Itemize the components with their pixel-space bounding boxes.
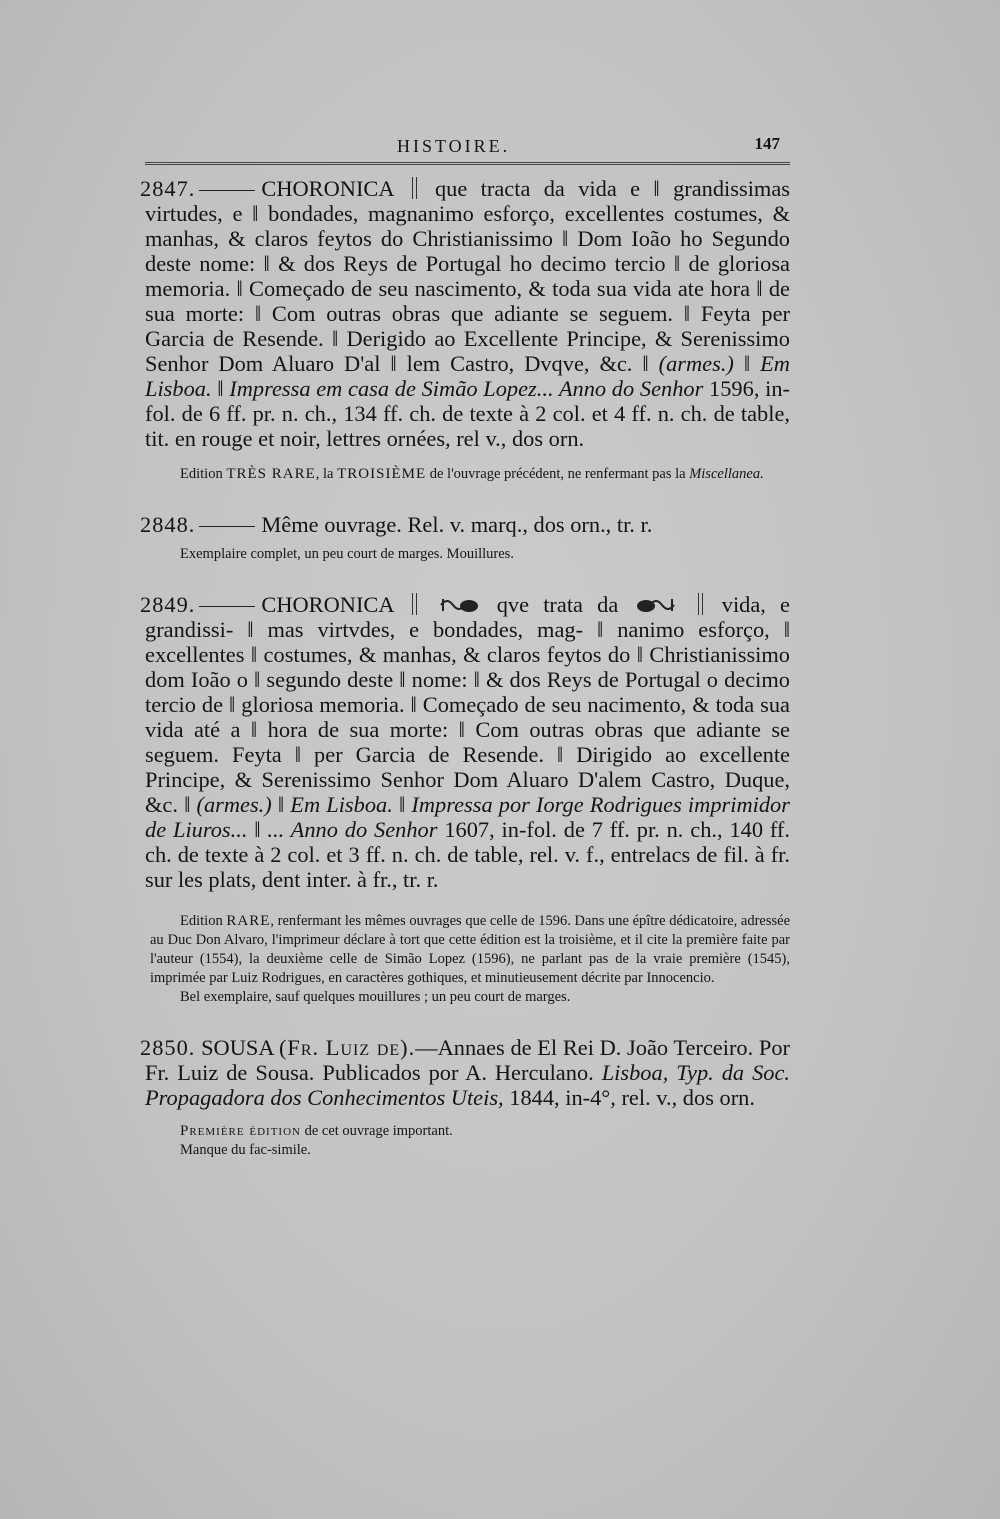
separator: ‖ xyxy=(743,351,751,376)
entry-italic-place: Em Lisboa. xyxy=(145,351,790,401)
entry-italic-armes: (armes.) xyxy=(658,351,734,376)
note-caps: TRÈS RARE xyxy=(226,466,316,482)
page-header xyxy=(145,134,790,165)
line-break-mark xyxy=(412,593,417,615)
entry-number: 2847. xyxy=(140,176,196,201)
note-text: Edition xyxy=(180,466,223,482)
dash-rule xyxy=(199,606,255,607)
entry-italic-imprint: Impressa por Iorge Rodrigues imprimidor de Liuros... ‖ ... Anno do Senhor xyxy=(145,792,790,842)
fleuron-ornament-icon xyxy=(439,595,481,615)
entry-italic-armes: (armes.) xyxy=(196,792,272,817)
entry-text: vida, e grandissi- ‖ mas virtvdes, e bondades, mag- ‖ nanimo esforço, ‖ excellentes ‖ costumes, & manhas, & claros feytos do ‖ Christianissimo dom Ioão o ‖ segundo deste ‖ nome: ‖ & dos Reys de Portugal o decimo tercio de ‖ gloriosa memoria. ‖ Começado de seu nacimento, & toda sua vida até a ‖ hora de sua morte: ‖ Com outras obras que adiante se seguem. Feyta ‖ per Garcia de Resende. ‖ Dirigido ao excellente Principe, & Serenissimo Senhor Dom Aluaro D'alem Castro, Duque, &c. ‖ xyxy=(145,592,790,817)
entry-note-2: Manque du fac-simile. xyxy=(180,1142,311,1158)
entry-number: 2848. xyxy=(140,512,196,537)
entry-description xyxy=(140,1035,791,1110)
note-italic: Miscellanea. xyxy=(689,466,764,482)
line-break-mark xyxy=(698,593,703,615)
note-text: , renfermant les mêmes ouvrages que celle de 1596. Dans une épître dédicatoire, adressée au Duc Don Alvaro, l'imprimeur déclare à tort que cette édition est la troisième, et il cite la première faite par l'auteur (1554), la deuxième celle de Simão Lopez (1596), ne parlant pas de la vraie première (1545), imprimée par Luiz Rodrigues, en caractères gothiques, et minutieusement décrite par Innocencio. xyxy=(150,913,791,986)
entry-title: CHORONICA xyxy=(261,592,394,617)
entry-note xyxy=(145,912,790,988)
note-caps: RARE xyxy=(226,913,271,929)
note-text: , la xyxy=(315,466,334,482)
dash-rule xyxy=(199,526,255,527)
catalog-entry-2849 xyxy=(140,592,791,1007)
note-caps: TROISIÈME xyxy=(337,466,427,482)
separator: ‖ xyxy=(277,792,285,817)
entry-italic-imprint: Lisboa, Typ. da Soc. Propagadora dos Conhecimentos Uteis, xyxy=(145,1060,791,1110)
entry-italic-place: Em Lisboa. xyxy=(290,792,393,817)
running-title: HISTOIRE. xyxy=(397,136,511,156)
note-text: de l'ouvrage précédent, ne renfermant pas la xyxy=(429,466,686,482)
entry-description xyxy=(140,592,790,892)
catalog-entry-2848 xyxy=(140,512,790,564)
note-text: Edition xyxy=(180,913,223,929)
page-number: 147 xyxy=(754,134,780,153)
entry-collation: 1607, in-fol. de 7 ff. pr. n. ch., 140 ff. ch. de texte à 2 col. et 3 ff. n. ch. de table, rel. v. f., entrelacs de fil. à fr. sur les plats, dent inter. à fr., tr. r. xyxy=(145,817,790,892)
fleuron-ornament-icon xyxy=(634,595,676,615)
note-text: de cet ouvrage important. xyxy=(304,1123,453,1139)
separator: ‖ xyxy=(217,376,224,401)
entry-title: CHORONICA xyxy=(261,176,394,201)
entry-text: que tracta da vida e ‖ grandissimas virtudes, e ‖ bondades, magnanimo esforço, excellentes costumes, & manhas, & claros feytos do Christianissimo ‖ Dom Ioão ho Segundo deste nome: ‖ & dos Reys de Portugal ho decimo tercio ‖ de gloriosa memoria. ‖ Começado de seu nascimento, & toda sua vida ate hora ‖ de sua morte: ‖ Com outras obras que adiante se seguem. ‖ Feyta per Garcia de Resende. ‖ Derigido ao Excellente Principe, & Serenissimo Senhor Dom Aluaro D'al ‖ lem Castro, Dvqve, &c. ‖ xyxy=(145,176,790,376)
entry-italic-imprint: Impressa em casa de Simão Lopez... Anno do Senhor xyxy=(229,376,704,401)
entry-author-name: (Fr. Luiz de). xyxy=(278,1035,416,1060)
entry-collation: 1844, in-4°, rel. v., dos orn. xyxy=(509,1085,755,1110)
entry-text: Même ouvrage. Rel. v. marq., dos orn., tr. r. xyxy=(261,512,653,537)
dash-rule xyxy=(199,190,255,191)
entry-note-2: Bel exemplaire, sauf quelques mouillures ; un peu court de marges. xyxy=(180,989,571,1005)
entry-number: 2849. xyxy=(140,592,196,617)
entry-text: —Annaes de El Rei D. João Terceiro. Por Fr. Luiz de Sousa. Publicados por A. Herculano. xyxy=(145,1035,790,1085)
entry-text: qve trata da xyxy=(496,592,619,617)
catalog-entries xyxy=(140,176,791,1160)
entry-number: 2850. xyxy=(140,1035,196,1060)
entry-collation: 1596, in-fol. de 6 ff. pr. n. ch., 134 ff. ch. de texte à 2 col. et 4 ff. n. ch. de table, tit. en rouge et noir, lettres ornées, rel v., dos orn. xyxy=(145,376,790,451)
note-caps: Première édition xyxy=(180,1123,301,1139)
entry-author: SOUSA xyxy=(201,1035,274,1060)
catalog-entry-2847 xyxy=(140,176,790,484)
entry-note xyxy=(145,1122,790,1141)
line-break-mark xyxy=(412,177,417,199)
catalog-entry-2850 xyxy=(140,1035,791,1160)
entry-note: Exemplaire complet, un peu court de marges. Mouillures. xyxy=(180,546,514,562)
separator: ‖ xyxy=(398,792,406,817)
entry-note xyxy=(145,465,790,484)
entry-description xyxy=(140,512,790,537)
entry-description xyxy=(140,176,790,451)
